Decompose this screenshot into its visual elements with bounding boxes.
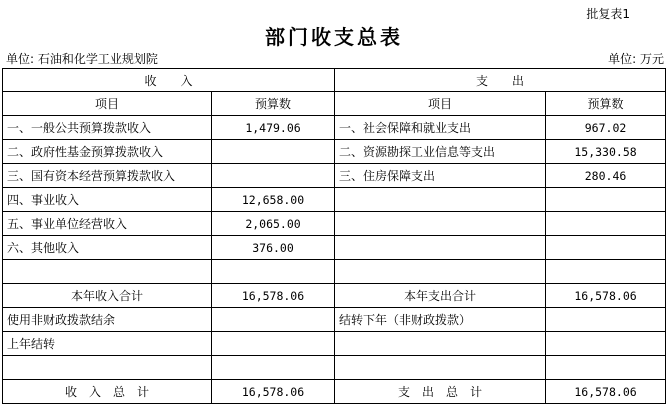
income-item: 四、事业收入	[3, 188, 212, 212]
expense-value	[546, 356, 666, 380]
expense-value	[546, 260, 666, 284]
income-subtotal-label: 本年收入合计	[3, 284, 212, 308]
income-total-value: 16,578.06	[212, 380, 335, 404]
table-row	[3, 356, 666, 380]
column-header-row	[3, 92, 666, 116]
table-row	[3, 212, 666, 236]
income-item: 五、事业单位经营收入	[3, 212, 212, 236]
income-value	[212, 260, 335, 284]
expense-section-header: 支 出	[335, 69, 666, 92]
expense-value: 967.02	[546, 116, 666, 140]
expense-item	[335, 188, 546, 212]
income-item-header: 项目	[3, 92, 212, 116]
expense-budget-header: 预算数	[546, 92, 666, 116]
budget-summary-table	[2, 68, 666, 404]
table-row	[3, 236, 666, 260]
expense-item	[335, 212, 546, 236]
page-title: 部门收支总表	[265, 25, 403, 49]
table-row	[3, 308, 666, 332]
expense-value	[546, 188, 666, 212]
income-item: 使用非财政拨款结余	[3, 308, 212, 332]
expense-item: 三、住房保障支出	[335, 164, 546, 188]
reference-label: 批复表1	[586, 7, 630, 21]
expense-value	[546, 308, 666, 332]
income-value: 376.00	[212, 236, 335, 260]
table-row	[3, 116, 666, 140]
income-value	[212, 332, 335, 356]
expense-item	[335, 332, 546, 356]
expense-value	[546, 236, 666, 260]
expense-value	[546, 212, 666, 236]
expense-item: 结转下年（非财政拨款）	[335, 308, 546, 332]
income-item: 三、国有资本经营预算拨款收入	[3, 164, 212, 188]
table-row	[3, 164, 666, 188]
expense-item	[335, 356, 546, 380]
income-total-label: 收 入 总 计	[3, 380, 212, 404]
expense-item	[335, 260, 546, 284]
subtotal-row	[3, 284, 666, 308]
income-item: 六、其他收入	[3, 236, 212, 260]
income-value	[212, 356, 335, 380]
expense-subtotal-label: 本年支出合计	[335, 284, 546, 308]
income-value: 12,658.00	[212, 188, 335, 212]
unit-currency: 单位: 万元	[608, 52, 664, 66]
expense-value	[546, 332, 666, 356]
expense-total-value: 16,578.06	[546, 380, 666, 404]
income-value	[212, 308, 335, 332]
income-item	[3, 356, 212, 380]
section-header-row	[3, 69, 666, 92]
income-item: 上年结转	[3, 332, 212, 356]
income-item: 一、一般公共预算拨款收入	[3, 116, 212, 140]
table-row	[3, 260, 666, 284]
income-value	[212, 164, 335, 188]
income-budget-header: 预算数	[212, 92, 335, 116]
total-row	[3, 380, 666, 404]
expense-item: 一、社会保障和就业支出	[335, 116, 546, 140]
expense-value: 280.46	[546, 164, 666, 188]
income-item	[3, 260, 212, 284]
table-row	[3, 140, 666, 164]
income-value: 1,479.06	[212, 116, 335, 140]
unit-organization: 单位: 石油和化学工业规划院	[6, 52, 158, 66]
expense-value: 15,330.58	[546, 140, 666, 164]
income-item: 二、政府性基金预算拨款收入	[3, 140, 212, 164]
expense-item: 二、资源勘探工业信息等支出	[335, 140, 546, 164]
table-row	[3, 188, 666, 212]
expense-total-label: 支 出 总 计	[335, 380, 546, 404]
income-value	[212, 140, 335, 164]
expense-item	[335, 236, 546, 260]
income-subtotal-value: 16,578.06	[212, 284, 335, 308]
income-value: 2,065.00	[212, 212, 335, 236]
table-row	[3, 332, 666, 356]
income-section-header: 收 入	[3, 69, 335, 92]
expense-subtotal-value: 16,578.06	[546, 284, 666, 308]
expense-item-header: 项目	[335, 92, 546, 116]
